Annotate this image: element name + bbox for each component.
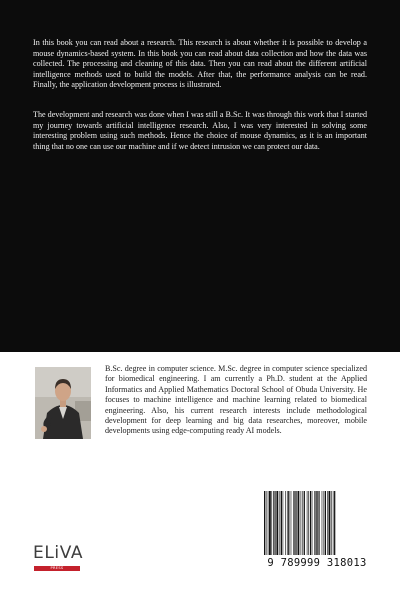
- author-bio: B.Sc. degree in computer science. M.Sc. degree in computer science specialized for biomedical engineering. I am currently a Ph.D. student at the Applied Informatics and Applied Mathematics Doctoral School of Obuda University. He focuses to machine intelligence and machine learning related to biomedical engineering. Also, his current research interests include methodological development for deep learning and big data researches, moreover, mobile developments using edge-computing ready AI models.: [105, 364, 367, 436]
- isbn-barcode: [262, 491, 372, 573]
- blurb-paragraph-2: The development and research was done when I was still a B.Sc. It was through this work that I started my journey towards artificial intelligence research. Also, I was very interested in solving some interesting problem using such methods. Hence the choice of mouse dynamics, as it is an important thing that no one can use our machine and if we detect intrusion we can protect our data.: [33, 110, 367, 151]
- author-photo: [35, 367, 91, 439]
- author-portrait-image: [35, 367, 91, 439]
- publisher-logo: [33, 542, 84, 582]
- publisher-logo-text: ELiVA: [33, 543, 84, 563]
- blurb-paragraph-1: In this book you can read about a research. This research is about whether it is possible to develop a mouse dynamics-based system. In this book you can read about data collection and how the data was collected. The processing and cleaning of this data. Then you can read about the different artificial intelligence methods used to build the models. After that, the performance analysis can be read. Finally, the application development process is illustrated.: [33, 38, 367, 89]
- barcode-bars: [262, 491, 372, 557]
- publisher-logo-tagline: PRESS: [50, 566, 64, 570]
- isbn-number: 9 789999 318013: [267, 557, 367, 569]
